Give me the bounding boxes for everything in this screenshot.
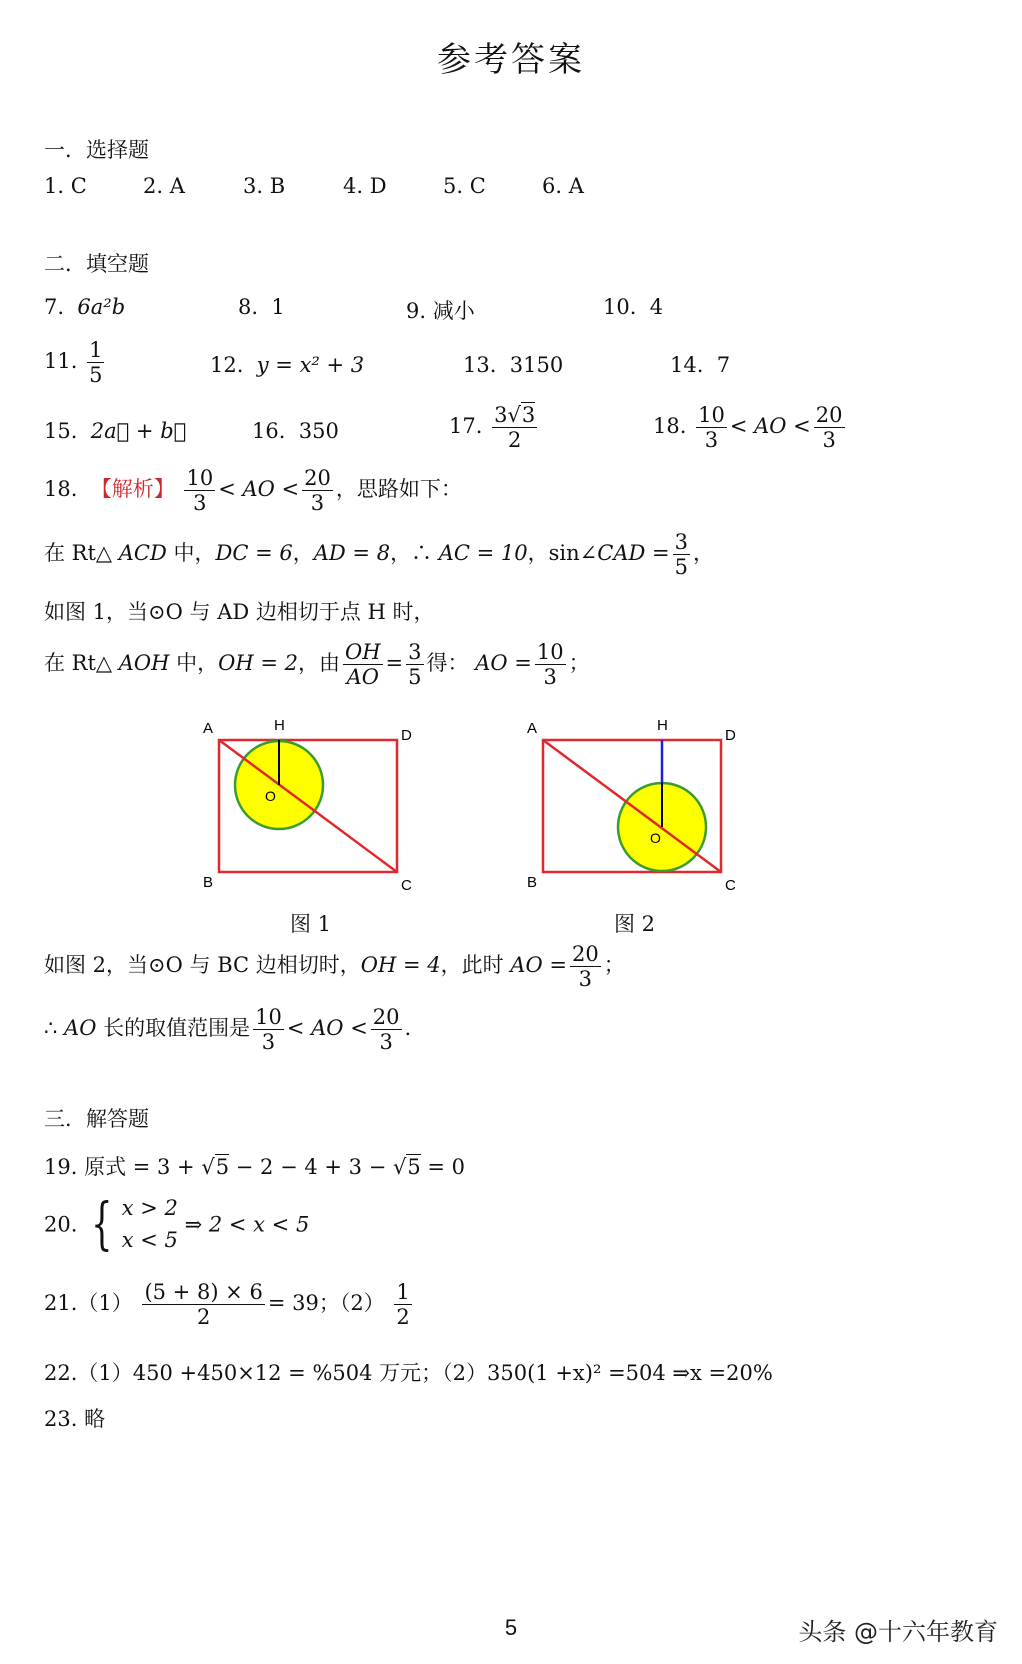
page-number: 5: [504, 1615, 518, 1640]
choice-answer-2: 2. A: [143, 174, 185, 198]
figure-2: [519, 715, 749, 900]
figure-2-caption: 图 2: [614, 912, 656, 936]
section-heading-fill: 二．填空题: [44, 252, 149, 276]
fig1-label-b: B: [203, 874, 214, 891]
fig2-label-o: O: [650, 830, 661, 846]
fill-answer-7: 7. 6a²b: [44, 295, 126, 319]
page-title: 参考答案: [437, 40, 585, 80]
fig1-label-d: D: [401, 727, 412, 744]
section-heading-choice: 一．选择题: [44, 138, 149, 162]
choice-answer-5: 5. C: [443, 174, 486, 198]
fill-answer-9: 9. 减小: [406, 299, 475, 323]
fig1-label-a: A: [203, 720, 214, 737]
watermark: 头条 @十六年教育: [798, 1618, 998, 1646]
solve-answer-21: 21.（1） $\frac{(5 + 8) \times 6}{2}$ = 39；（2） $\frac{1}{2}$: [44, 1280, 410, 1330]
fill-answer-8: 8. 1: [238, 295, 285, 319]
section-heading-solve: 三．解答题: [44, 1107, 149, 1131]
fig2-label-b: B: [527, 874, 538, 891]
fill-answer-16: 16. 350: [252, 419, 339, 443]
fig2-label-c: C: [725, 877, 736, 894]
fill-answer-17: 17. $\frac{3√3}{2}$: [449, 403, 536, 453]
analysis-line-6: ∴ AO 长的取值范围是 $\frac{10}{3}$ < AO < $\frac{20}{3}$ .: [44, 1005, 412, 1055]
choice-answer-1: 1. C: [44, 174, 87, 198]
choice-answer-4: 4. D: [343, 174, 387, 198]
fraction: $\frac{1}{5}$: [89, 338, 103, 388]
analysis-line-4: 在 Rt△ AOH 中，OH = 2，由 $\frac{OH}{AO}$ = $\frac{3}{5}$ 得： AO = $\frac{10}{3}$ ；: [44, 640, 590, 690]
figure-1: [195, 715, 425, 900]
fill-answer-18: 18. $\frac{10}{3}$ < AO < $\frac{20}{3}$: [653, 403, 843, 453]
solve-answer-23: 23. 略: [44, 1407, 106, 1431]
figure-1-caption: 图 1: [290, 912, 332, 936]
choice-answer-6: 6. A: [542, 174, 584, 198]
fig1-label-h: H: [274, 717, 285, 734]
fraction: $\frac{3√3}{2}$: [494, 403, 536, 453]
fig1-label-o: O: [265, 788, 276, 804]
fill-answer-10: 10. 4: [603, 295, 664, 319]
fill-answer-11: 11. $\frac{1}{5}$: [44, 338, 103, 388]
fill-answer-12: 12. y = x² + 3: [210, 353, 365, 377]
analysis-tag: 【解析】: [90, 477, 175, 502]
analysis-line-3: 如图 1，当⊙O 与 AD 边相切于点 H 时，: [44, 600, 435, 624]
analysis-line-5: 如图 2，当⊙O 与 BC 边相切时，OH = 4，此时 AO = $\frac{20}{3}$ ；: [44, 942, 625, 992]
choice-answer-3: 3. B: [243, 174, 286, 198]
fill-answer-14: 14. 7: [670, 353, 731, 377]
solve-answer-20: 20. { x > 2 x < 5 ⇒ 2 < x < 5: [44, 1191, 310, 1257]
brace-symbol: {: [91, 1191, 113, 1257]
inequality-system: x > 2 x < 5: [121, 1196, 178, 1252]
solve-answer-19: 19. 原式 = 3 + √5 − 2 − 4 + 3 − √5 = 0: [44, 1155, 466, 1179]
fig1-label-c: C: [401, 877, 412, 894]
fig2-label-h: H: [657, 717, 668, 734]
fig2-label-a: A: [527, 720, 538, 737]
fill-answer-15: 15. 2a⃗ + b⃗: [44, 419, 187, 443]
solve-answer-22: 22.（1）450 +450×12 = %504 万元；（2）350(1 +x)² =504 ⇒x =20%: [44, 1361, 773, 1385]
analysis-line-1: 18. 【解析】 $\frac{10}{3}$ < AO < $\frac{20}{3}$ ，思路如下：: [44, 466, 462, 516]
analysis-line-2: 在 Rt△ ACD 中，DC = 6，AD = 8，∴ AC = 10，sin∠CAD = $\frac{3}{5}$ ，: [44, 530, 715, 580]
fig2-label-d: D: [725, 727, 736, 744]
fill-answer-13: 13. 3150: [463, 353, 564, 377]
